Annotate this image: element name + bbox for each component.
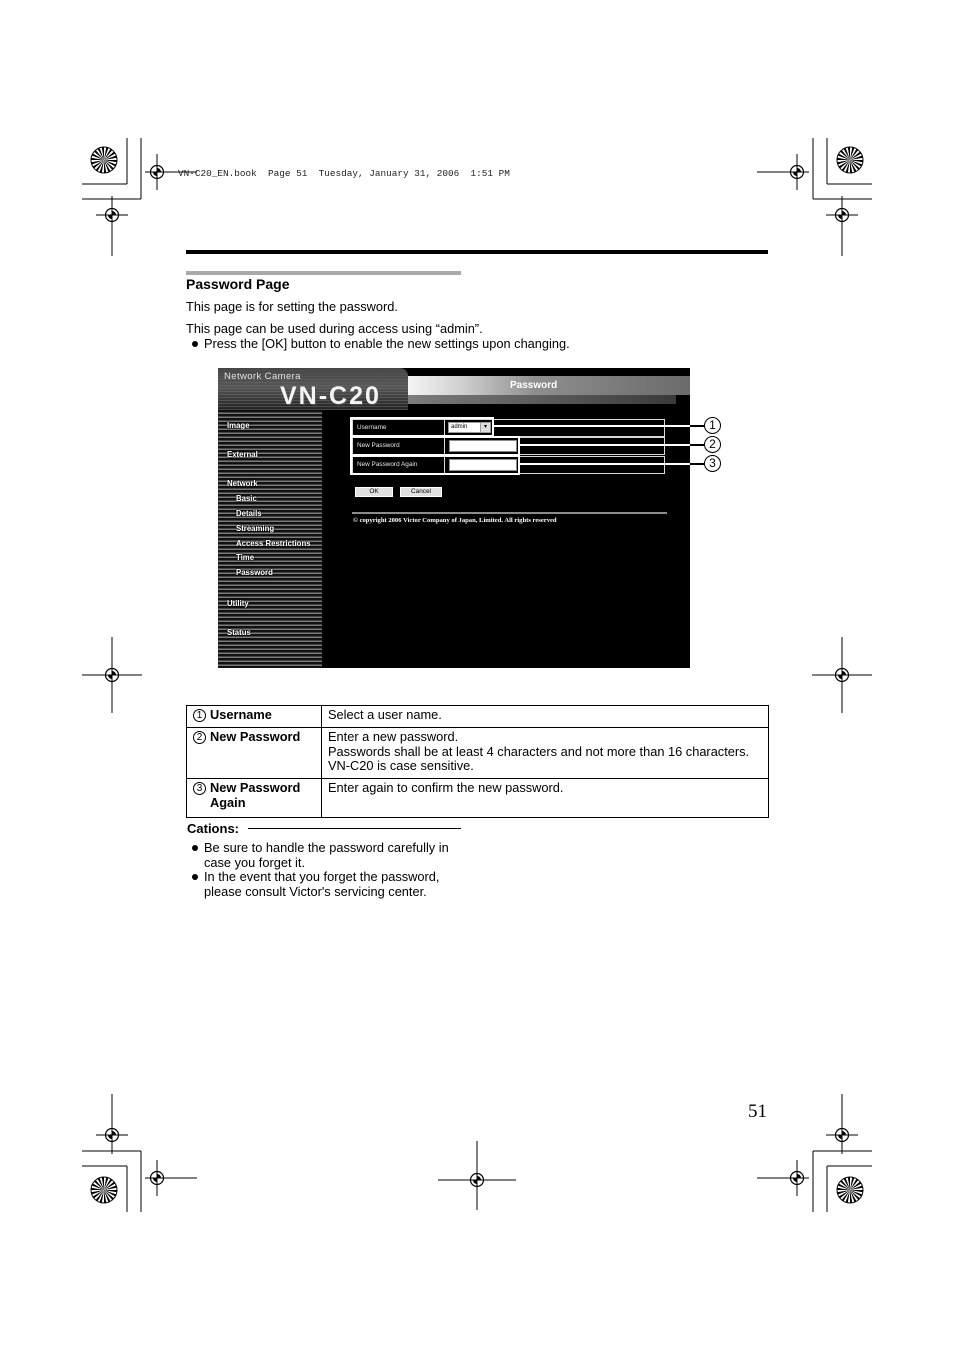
item-desc-line: Select a user name. [328, 707, 442, 722]
nav-item-password[interactable]: Password [236, 568, 273, 577]
nav-item-basic[interactable]: Basic [236, 494, 257, 503]
registration-target-fill [108, 671, 116, 679]
bullet-icon [192, 845, 198, 851]
registration-target [757, 154, 809, 190]
nav-item-image[interactable]: Image [227, 421, 250, 430]
registration-target-fill [838, 211, 846, 219]
registration-target-fill [153, 1174, 161, 1182]
callout-leader-3-outer [690, 463, 705, 465]
table-row [187, 779, 769, 818]
starburst-mark [837, 147, 863, 173]
username-label: Username [353, 420, 445, 436]
cautions-heading: Cations: [187, 821, 239, 836]
password-page-screenshot [218, 368, 690, 668]
registration-target [96, 196, 128, 256]
nav-item-streaming[interactable]: Streaming [236, 524, 275, 533]
item-desc-line: Enter again to confirm the new password. [328, 780, 564, 795]
callout-box-3 [350, 455, 520, 475]
caution-item: In the event that you forget the password, please consult Victor's servicing center. [204, 869, 440, 899]
callout-number-2: 2 [704, 436, 721, 453]
nav-item-network[interactable]: Network [227, 479, 258, 488]
registration-target-fill [793, 1174, 801, 1182]
table-term-cell [187, 706, 322, 728]
ok-button[interactable]: OK [355, 487, 393, 497]
model-logo: VN-C20 [280, 382, 381, 410]
registration-target-fill [473, 1176, 481, 1184]
nav-item-details[interactable]: Details [236, 509, 262, 518]
chevron-down-icon[interactable]: ▾ [480, 423, 490, 432]
table-row [187, 706, 769, 728]
callout-box-1 [350, 417, 494, 437]
item-desc-line: Enter a new password. [328, 729, 459, 744]
registration-target-fill [153, 168, 161, 176]
access-note: This page can be used during access using “admin”. [186, 321, 483, 336]
callout-leader-2-outer [690, 444, 705, 446]
table-desc-cell [322, 779, 769, 818]
registration-target-fill [838, 671, 846, 679]
new-password-label: New Password [353, 438, 445, 454]
item-number: 1 [193, 709, 206, 722]
callout-leader-1-outer [690, 425, 705, 427]
table-term-cell [187, 779, 322, 818]
section-title: Password Page [186, 276, 290, 292]
settings-description-table [186, 705, 769, 818]
intro-bullet: Press the [OK] button to enable the new settings upon changing. [204, 336, 570, 351]
table-term-cell [187, 728, 322, 779]
nav-item-time[interactable]: Time [236, 553, 255, 562]
callout-box-2 [350, 436, 520, 456]
nav-item-access-restrictions[interactable]: Access Restrictions [236, 539, 311, 548]
item-desc-line: Passwords shall be at least 4 characters and not more than 16 characters. [328, 743, 750, 759]
title-sub-bar [408, 395, 676, 404]
item-term: Username [210, 707, 272, 722]
table-desc-cell [322, 706, 769, 728]
section-bar [186, 271, 461, 275]
callout-leader-1 [494, 425, 690, 427]
page-number: 51 [748, 1101, 767, 1122]
item-term: New Password Again [210, 780, 301, 810]
callout-number-1: 1 [704, 417, 721, 434]
registration-target-fill [108, 211, 116, 219]
callout-leader-2 [520, 444, 690, 446]
username-select-value: admin [451, 424, 468, 430]
brand-label: Network Camera [224, 371, 301, 382]
table-row [187, 728, 769, 779]
cancel-button[interactable]: Cancel [400, 487, 442, 497]
nav-item-external[interactable]: External [227, 450, 258, 459]
bullet-icon [192, 874, 198, 880]
callout-leader-3 [520, 463, 690, 465]
starburst-mark [91, 147, 117, 173]
registration-target [812, 637, 872, 713]
table-desc-cell [322, 728, 769, 779]
bullet-icon [192, 341, 198, 347]
cautions-rule [248, 828, 461, 829]
new-password-again-label: New Password Again [353, 457, 445, 473]
nav-item-status[interactable]: Status [227, 628, 251, 637]
registration-target-fill [793, 168, 801, 176]
starburst-mark [837, 1177, 863, 1203]
item-desc-line: VN-C20 is case sensitive. [328, 758, 474, 773]
copyright-text: © copyright 2006 Victor Company of Japan, Limited. All rights reserved [353, 517, 557, 524]
registration-target-fill [838, 1131, 846, 1139]
intro-text: This page is for setting the password. [186, 299, 398, 314]
page-title: Password [510, 380, 558, 391]
registration-target [145, 1160, 197, 1196]
book-slug-header: VN-C20_EN.book Page 51 Tuesday, January 31, 2006 1:51 PM [178, 168, 510, 179]
registration-target [826, 196, 858, 256]
item-number: 2 [193, 731, 206, 744]
callout-number-3: 3 [704, 455, 721, 472]
registration-target [96, 1094, 128, 1154]
item-term: New Password [210, 729, 301, 744]
item-number: 3 [193, 782, 206, 795]
registration-target [82, 637, 142, 713]
registration-target-fill [108, 1131, 116, 1139]
registration-target [757, 1160, 809, 1196]
starburst-mark [91, 1177, 117, 1203]
registration-target [826, 1094, 858, 1154]
caution-item: Be sure to handle the password carefully in case you forget it. [204, 840, 449, 870]
footer-divider [352, 512, 667, 514]
nav-item-utility[interactable]: Utility [227, 599, 249, 608]
header-rule [186, 250, 768, 254]
registration-target [438, 1141, 516, 1210]
